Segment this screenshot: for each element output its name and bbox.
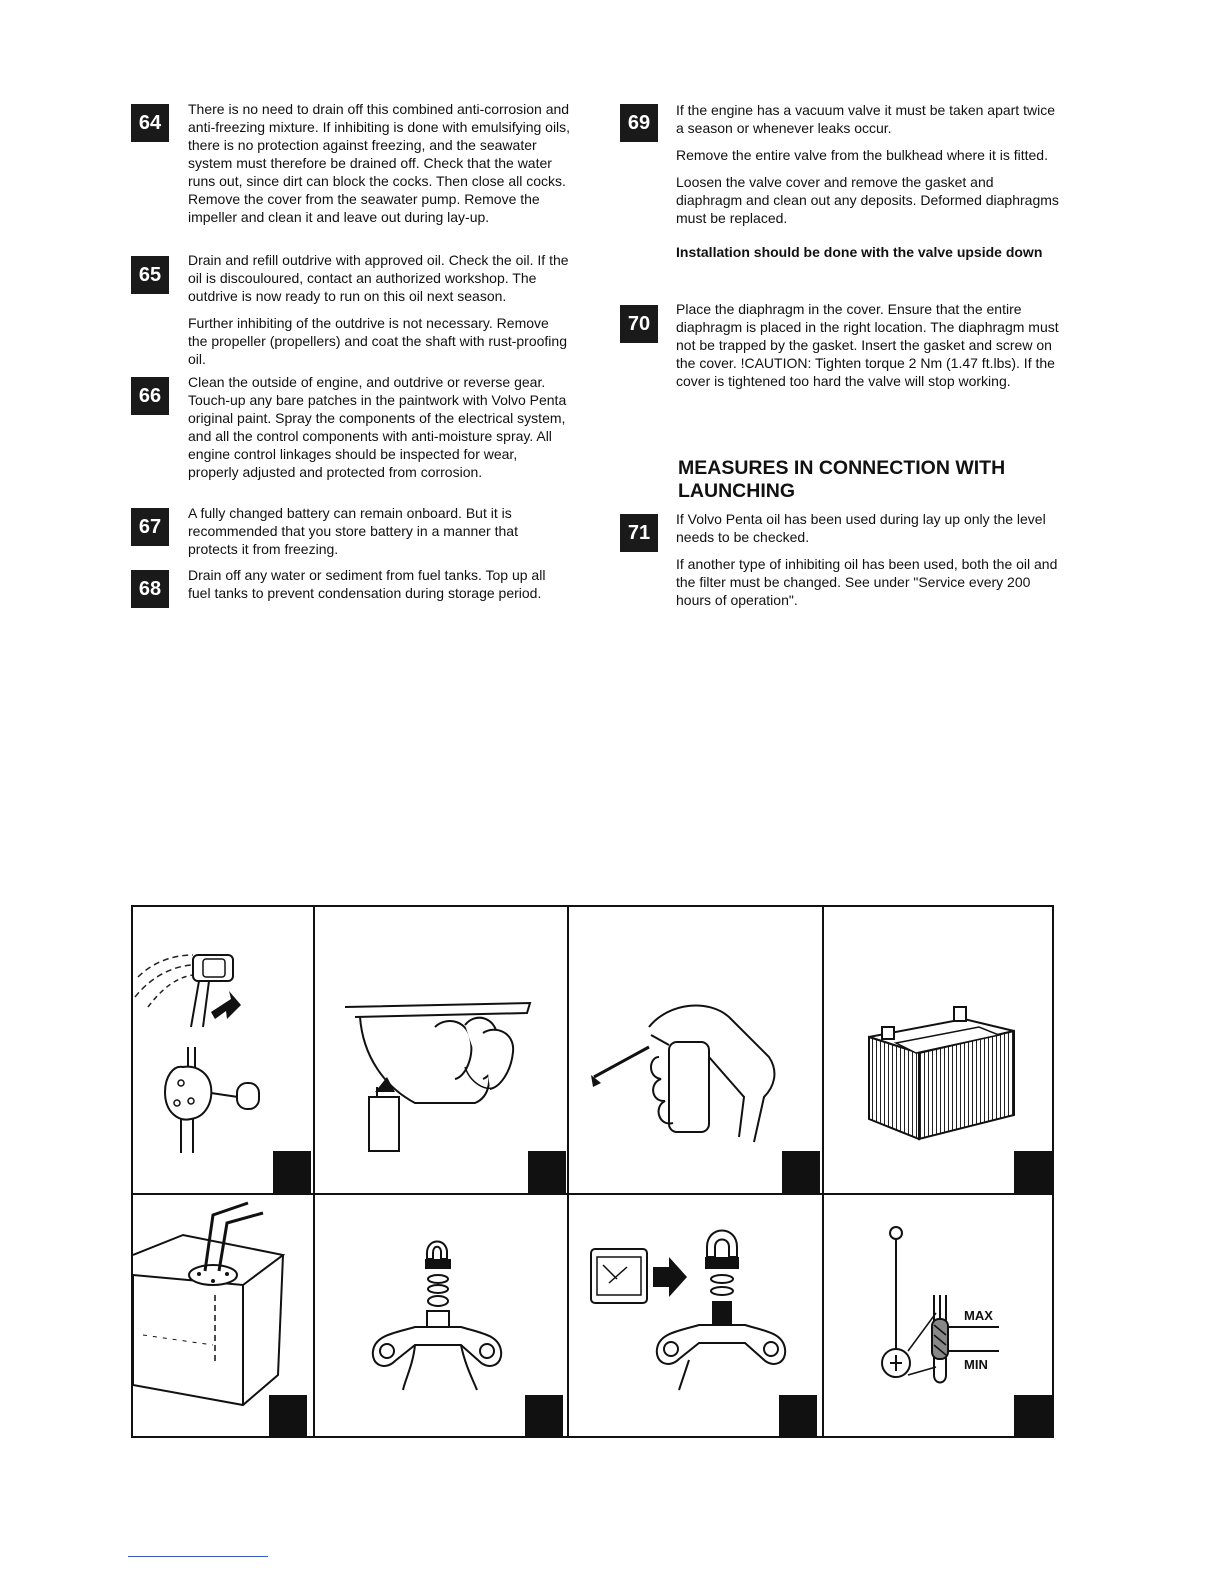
step-67-text <box>188 504 571 567</box>
drain-cock-icon <box>133 907 313 1193</box>
step-70-paragraph: Place the diaphragm in the cover. Ensure that the entire diaphragm is placed in the right location. The diaphragm must not be trapped by the gasket. Insert the gasket and screw on the cover. !CAUTION: Tighten torque 2 Nm (1.47 ft.lbs). If the cover is tightened too hard the valve will stop working. <box>676 301 1059 389</box>
step-badge-65: 65 <box>131 256 169 294</box>
step-69-paragraph-3: Loosen the valve cover and remove the gasket and diaphragm and clean out any deposits. Deformed diaphragms must be replaced. <box>676 174 1059 226</box>
step-69-bold-note: Installation should be done with the valve upside down <box>676 244 1043 260</box>
step-66-paragraph: Clean the outside of engine, and outdrive or reverse gear. Touch-up any bare patches in the paintwork with Volvo Penta original paint. Spray the components of the electrical system, and all the control components with anti-moisture spray. All engine control linkages should be inspected for wear, properly adjusted and protected from corrosion. <box>188 374 567 480</box>
step-badge-71: 71 <box>620 514 658 552</box>
step-badge-67: 67 <box>131 508 169 546</box>
step-71-paragraph-2: If another type of inhibiting oil has been used, both the oil and the filter must be changed. See under "Service every 200 hours of operation". <box>676 556 1058 608</box>
dipstick-min-label: MIN <box>964 1357 988 1372</box>
step-64-paragraph: There is no need to drain off this combined anti-corrosion and anti-freezing mixture. If inhibiting is done with emulsifying oils, there is no protection against freezing, and the seawater system must therefore be drained off. Check that the water runs out, since dirt can block the cocks. Then close all cocks. Remove the cover from the seawater pump. Remove the impeller and clean it and leave out during lay-up. <box>188 101 571 225</box>
vacuum-valve-icon <box>315 1195 567 1436</box>
step-65-paragraph-2: Further inhibiting of the outdrive is not necessary. Remove the propeller (propellers) and coat the shaft with rust-proofing oil. <box>188 315 567 367</box>
step-67-paragraph: A fully changed battery can remain onboard. But it is recommended that you store battery in a manner that protects it from freezing. <box>188 505 518 557</box>
step-65-paragraph-1: Drain and refill outdrive with approved oil. Check the oil. If the oil is discouloured, contact an authorized workshop. The outdrive is now ready to run on this oil next season. <box>188 252 569 304</box>
step-65-text <box>188 251 571 377</box>
dipstick-max-label: MAX <box>964 1308 993 1323</box>
step-66-text <box>188 373 571 490</box>
step-badge-70: 70 <box>620 305 658 343</box>
battery-icon <box>824 907 1052 1193</box>
footnote-separator <box>128 1556 268 1557</box>
dipstick-icon <box>824 1195 1052 1436</box>
step-71-text <box>676 510 1060 618</box>
step-68-paragraph: Drain off any water or sediment from fuel tanks. Top up all fuel tanks to prevent condensation during storage period. <box>188 567 546 601</box>
step-68-text <box>188 566 571 611</box>
illustration-grid <box>131 905 1054 1438</box>
step-badge-68: 68 <box>131 570 169 608</box>
step-badge-69: 69 <box>620 104 658 142</box>
spray-can-icon <box>569 907 822 1193</box>
step-64-text <box>188 100 571 235</box>
step-69-paragraph-2: Remove the entire valve from the bulkhead where it is fitted. <box>676 147 1048 163</box>
outdrive-propeller-icon <box>315 907 567 1193</box>
step-70-text <box>676 300 1060 399</box>
fuel-tank-icon <box>133 1195 313 1436</box>
step-69-paragraph-1: If the engine has a vacuum valve it must be taken apart twice a season or whenever leaks occur. <box>676 102 1055 136</box>
step-69-text <box>676 101 1060 270</box>
step-71-paragraph-1: If Volvo Penta oil has been used during lay up only the level needs to be checked. <box>676 511 1046 545</box>
step-badge-64: 64 <box>131 104 169 142</box>
step-badge-66: 66 <box>131 377 169 415</box>
valve-assembly-icon <box>569 1195 822 1436</box>
section-heading: MEASURES IN CONNECTION WITH LAUNCHING <box>678 457 1006 502</box>
